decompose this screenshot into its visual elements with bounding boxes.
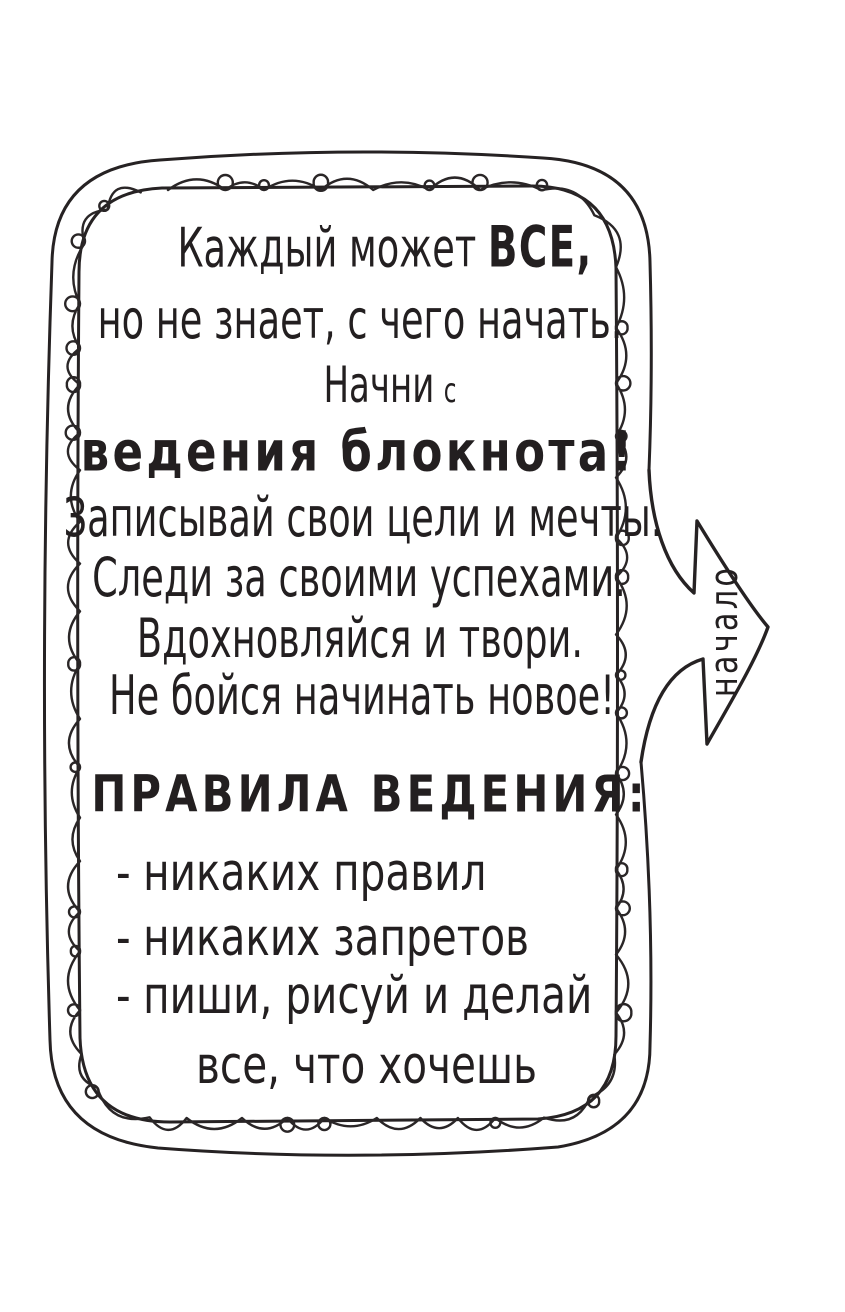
rules-heading: ПРАВИЛА ВЕДЕНИЯ: [91,765,649,825]
rule-item [116,843,487,903]
headline-line1 [177,214,593,281]
rule-bullet: - [116,843,131,903]
body-line8: Не бойся начинать новое! [109,664,615,727]
start-arrow-label: начало [702,564,746,698]
rule-item [116,908,530,968]
headline-line4: ведения блокнота! [80,419,636,484]
headline-emphasis: ВСЕ, [487,214,593,281]
headline-line1-prefix: Каждый может [177,216,477,280]
body-line6: Следи за своими успехами. [92,546,626,609]
rule-text: все, что хочешь [196,1036,538,1096]
rule-bullet: - [116,966,131,1026]
rule-text: никаких запретов [143,908,530,968]
body-line5: Записывай свои цели и мечты. [63,486,663,549]
rule-item [116,966,593,1026]
headline-line3-word: Начни [323,356,435,414]
headline-line2: но не знает, с чего начать. [97,288,623,351]
rule-text: никаких правил [143,843,487,903]
body-line7: Вдохновляйся и твори. [136,607,584,670]
headline-line3 [323,356,457,414]
rule-item [196,1036,538,1096]
rule-text: пиши, рисуй и делай [143,966,593,1026]
rule-bullet: - [116,908,131,968]
headline-line3-particle: с [443,371,457,411]
